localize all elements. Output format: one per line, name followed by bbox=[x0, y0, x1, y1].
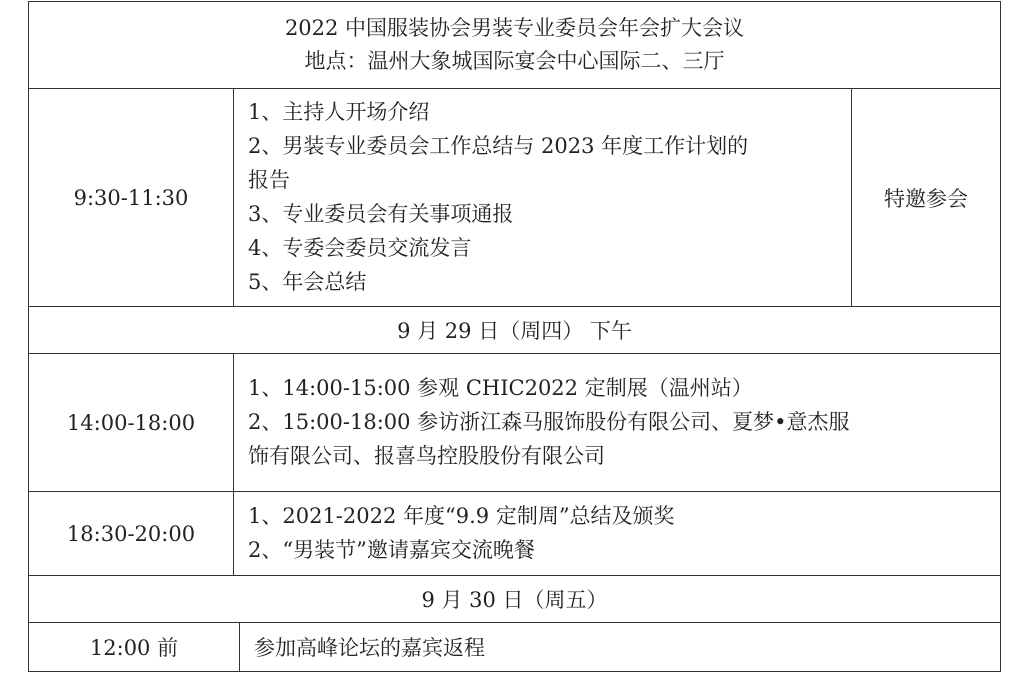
agenda-item: 报告 bbox=[248, 168, 290, 192]
final-agenda-item: 参加高峰论坛的嘉宾返程 bbox=[240, 623, 1001, 672]
afternoon-agenda bbox=[234, 354, 1001, 492]
meeting-location: 地点：温州大象城国际宴会中心国际二、三厅 bbox=[304, 49, 725, 73]
agenda-item: 1、2021-2022 年度“9.9 定制周”总结及颁奖 bbox=[248, 504, 675, 528]
meeting-title: 2022 中国服装协会男装专业委员会年会扩大会议 bbox=[284, 16, 745, 40]
agenda-item: 2、15:00-18:00 参访浙江森马服饰股份有限公司、夏梦•意杰服 bbox=[248, 410, 850, 434]
agenda-item: 1、14:00-15:00 参观 CHIC2022 定制展（温州站） bbox=[248, 376, 753, 400]
schedule-table bbox=[28, 1, 1001, 672]
header-row bbox=[29, 2, 1001, 89]
morning-time: 9:30-11:30 bbox=[29, 89, 234, 307]
evening-time: 18:30-20:00 bbox=[29, 492, 234, 576]
agenda-item: 1、主持人开场介绍 bbox=[248, 100, 430, 124]
evening-session-row bbox=[29, 492, 1001, 576]
final-session-row bbox=[29, 623, 1001, 672]
morning-note: 特邀参会 bbox=[852, 89, 1001, 307]
afternoon-time: 14:00-18:00 bbox=[29, 354, 234, 492]
morning-agenda bbox=[234, 89, 852, 307]
day1-label: 9 月 29 日（周四） 下午 bbox=[29, 307, 1001, 354]
day2-label: 9 月 30 日（周五） bbox=[29, 576, 1001, 623]
afternoon-session-row bbox=[29, 354, 1001, 492]
agenda-item: 2、“男装节”邀请嘉宾交流晚餐 bbox=[248, 538, 535, 562]
morning-session-row bbox=[29, 89, 1001, 307]
agenda-item: 5、年会总结 bbox=[248, 270, 367, 294]
final-time: 12:00 前 bbox=[29, 623, 240, 672]
day1-row bbox=[29, 307, 1001, 354]
evening-agenda bbox=[234, 492, 1001, 576]
meeting-header bbox=[29, 2, 1001, 89]
agenda-item: 2、男装专业委员会工作总结与 2023 年度工作计划的 bbox=[248, 134, 749, 158]
day2-row bbox=[29, 576, 1001, 623]
agenda-item: 饰有限公司、报喜鸟控股股份有限公司 bbox=[248, 444, 605, 468]
agenda-item: 4、专委会委员交流发言 bbox=[248, 236, 472, 260]
agenda-item: 3、专业委员会有关事项通报 bbox=[248, 202, 514, 226]
